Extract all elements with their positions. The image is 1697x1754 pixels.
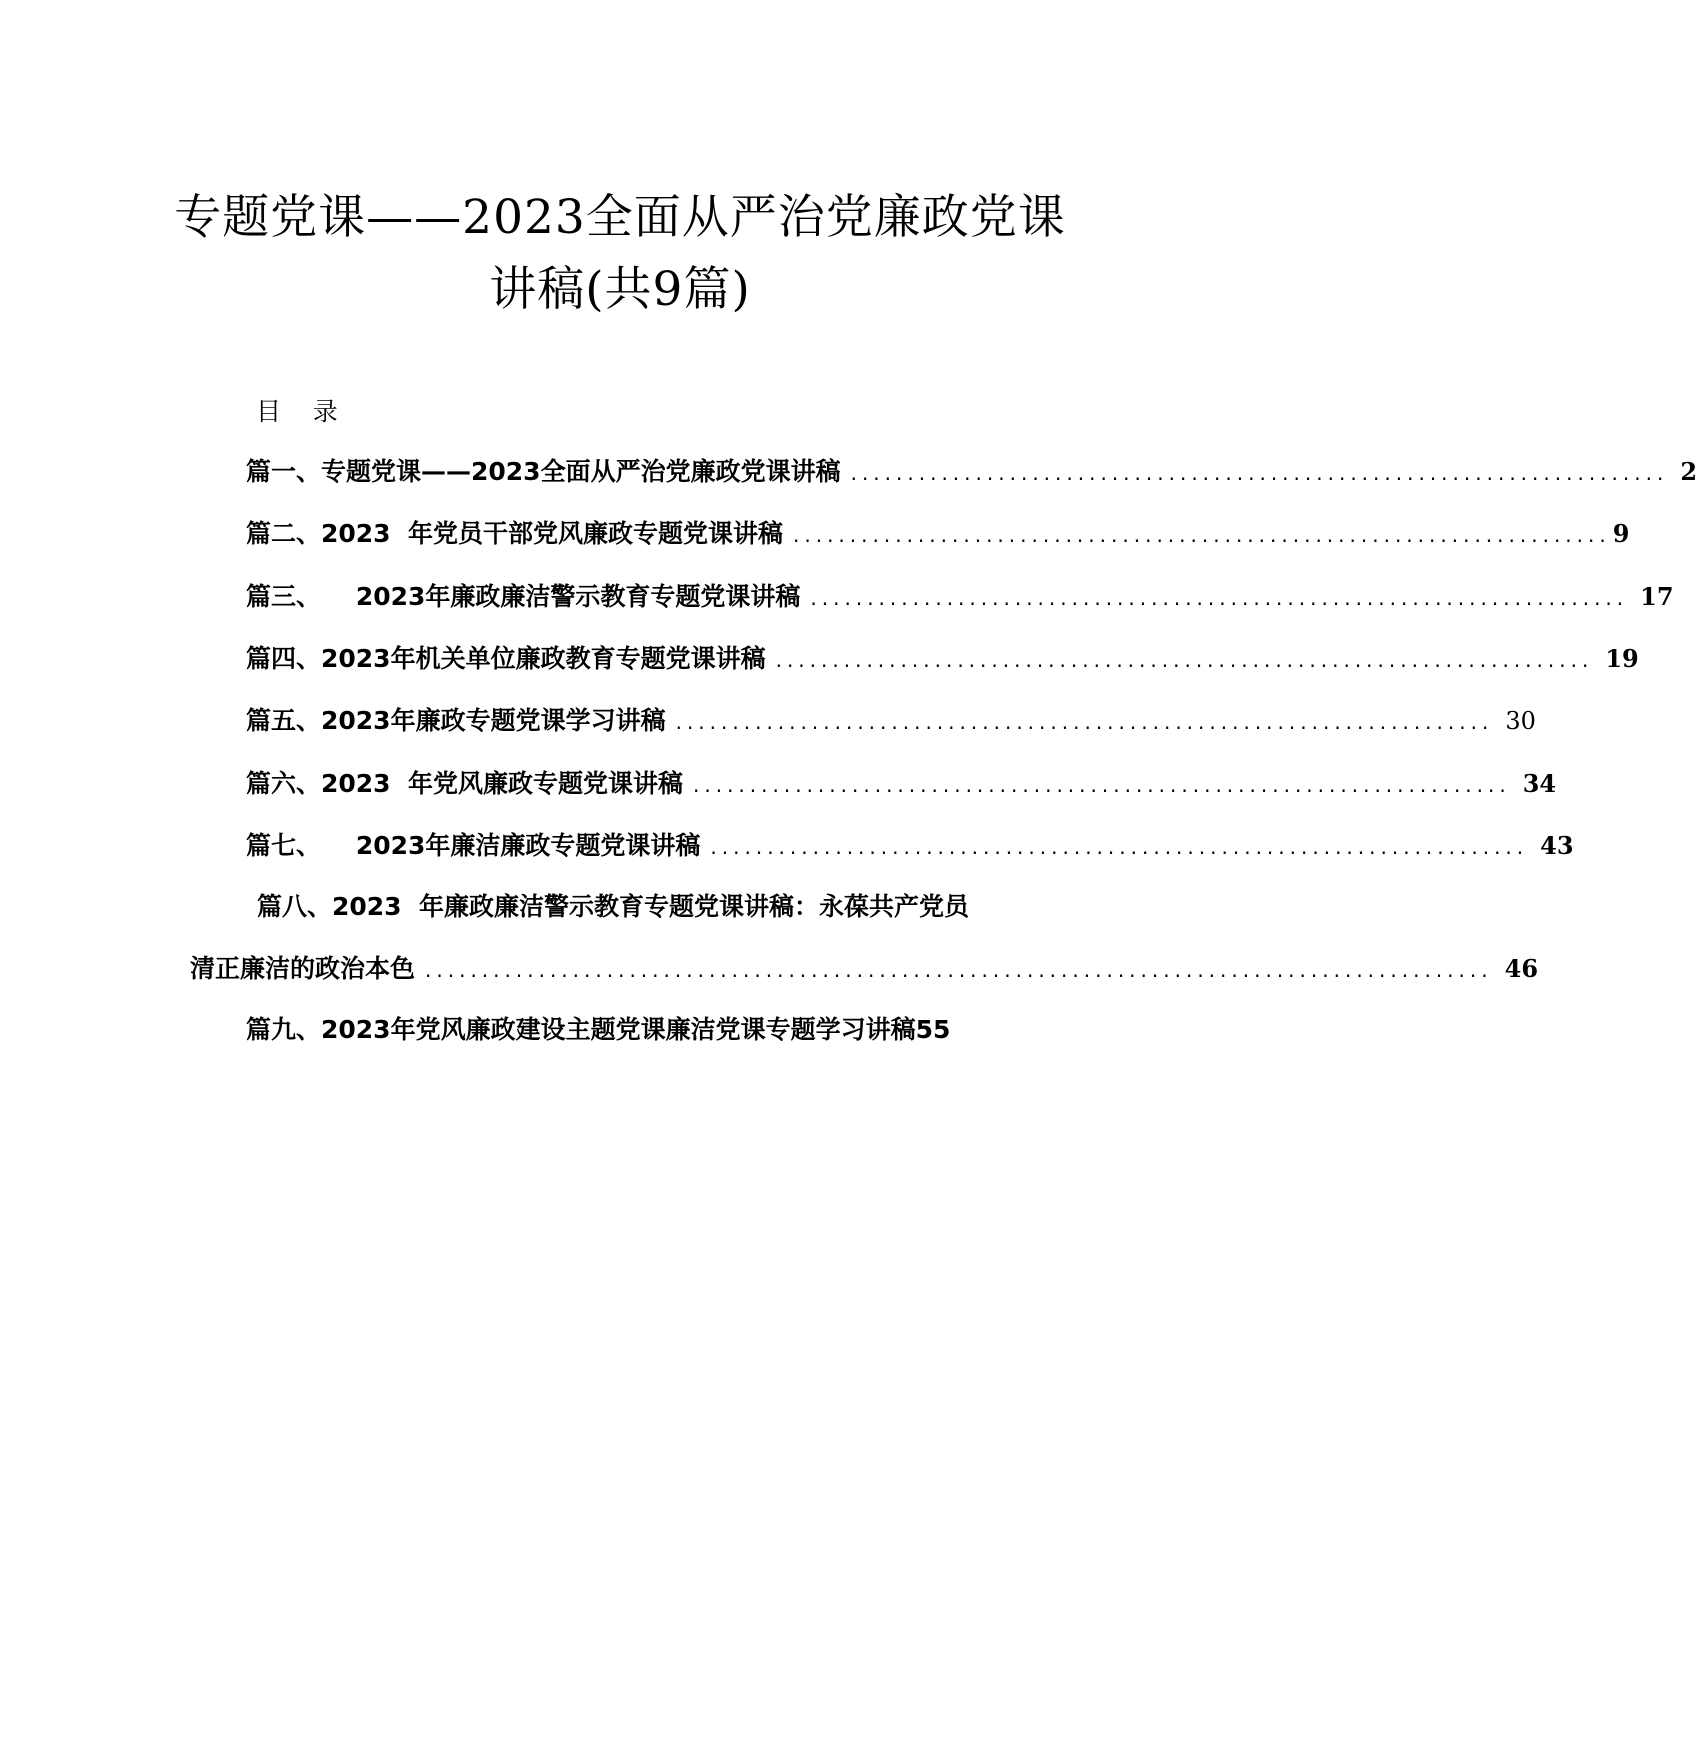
toc-leader-dots: ..............................................................................................	[425, 958, 1493, 982]
toc-leader-dots: ........................................................................	[693, 773, 1511, 797]
toc-heading: 目 录	[256, 397, 338, 426]
toc-entry-label: 篇八、2023 年廉政廉洁警示教育专题党课讲稿：永葆共产党员	[257, 892, 969, 921]
toc-entry-label: 篇六、2023 年党风廉政专题党课讲稿	[246, 769, 683, 798]
toc-entry-page: 19	[1605, 644, 1639, 673]
toc-entry-3[interactable]	[246, 580, 1674, 614]
toc-entry-page: 30	[1505, 707, 1536, 735]
toc-entry-4[interactable]	[246, 642, 1639, 676]
toc-entry-6[interactable]	[246, 767, 1557, 801]
toc-entry-page: 34	[1522, 769, 1557, 798]
toc-entry-page: 43	[1540, 831, 1574, 860]
toc-entry-page: 9	[1612, 519, 1630, 548]
document-title-line-2: 讲稿(共9篇)	[489, 262, 751, 317]
toc-entry-7[interactable]	[246, 829, 1574, 863]
toc-entry-label: 篇七、 2023年廉洁廉政专题党课讲稿	[246, 831, 701, 860]
document-title-line-1: 专题党课——2023全面从严治党廉政党课	[174, 190, 1066, 245]
toc-entry-9[interactable]	[246, 1013, 1066, 1047]
toc-entry-1[interactable]	[246, 455, 1697, 489]
toc-leader-dots: ........................................................................	[775, 648, 1594, 672]
toc-leader-dots: ........................................................................	[675, 710, 1494, 734]
toc-entry-page: 46	[1504, 954, 1539, 983]
toc-entry-label: 篇二、2023 年党员干部党风廉政专题党课讲稿	[246, 519, 783, 548]
toc-entry-page: 2	[1680, 457, 1697, 486]
toc-entry-page: 17	[1640, 582, 1674, 611]
toc-entry-2[interactable]	[246, 517, 1630, 551]
toc-entry-8-continued[interactable]	[190, 952, 1539, 986]
toc-entry-label: 篇四、2023年机关单位廉政教育专题党课讲稿	[246, 644, 766, 673]
toc-leader-dots: ........................................................................	[810, 586, 1629, 610]
toc-entry-8[interactable]	[257, 890, 1057, 924]
toc-entry-label: 篇九、2023年党风廉政建设主题党课廉洁党课专题学习讲稿55	[246, 1015, 951, 1044]
toc-leader-dots: ........................................................................	[710, 835, 1529, 859]
toc-entry-label: 篇五、2023年廉政专题党课学习讲稿	[246, 706, 666, 735]
toc-entry-label-continued: 清正廉洁的政治本色	[190, 954, 416, 983]
toc-leader-dots: ........................................................................	[793, 523, 1611, 547]
toc-entry-label: 篇一、专题党课——2023全面从严治党廉政党课讲稿	[246, 457, 841, 486]
toc-leader-dots: ........................................................................	[850, 461, 1669, 485]
toc-entry-5[interactable]	[246, 704, 1536, 738]
toc-entry-label: 篇三、 2023年廉政廉洁警示教育专题党课讲稿	[246, 582, 801, 611]
